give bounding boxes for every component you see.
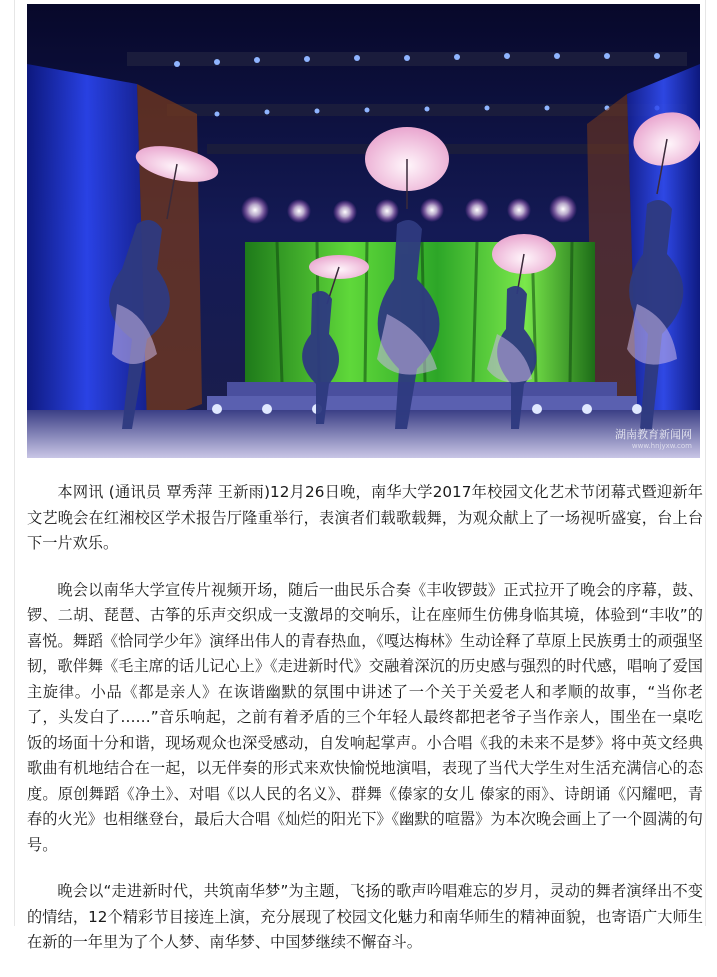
article-paragraph: 晚会以南华大学宣传片视频开场，随后一曲民乐合奏《丰收锣鼓》正式拉开了晚会的序幕，鼓、锣、二胡、琵琶、古筝的乐声交织成一支激昂的交响乐，让在座师生仿佛身临其境，体验到“丰收”的喜悦。舞蹈《恰同学少年》演绎出伟人的青春热血，《嘎达梅林》生动诠释了草原上民族勇士的顽强坚韧，歌伴舞《毛主席的话儿记心上》《走进新时代》交融着深沉的历史感与强烈的时代感，唱响了爱国主旋律。小品《都是亲人》在诙谐幽默的氛围中讲述了一个关于关爱老人和孝顺的故事，“当你老了，头发白了……”音乐响起，之前有着矛盾的三个年轻人最终都把老爷子当作亲人，围坐在一桌吃饭的场面十分和谐，现场观众也深受感动，自发响起掌声。小合唱《我的未来不是梦》将中英文经典歌曲有机地结合在一起，以无伴奏的形式来欢快愉悦地演唱，表现了当代大学生对生活充满信心的态度。原创舞蹈《净土》、对唱《以人民的名义》、群舞《傣家的女儿 傣家的雨》、诗朗诵《闪耀吧，青春的火光》也相继登台，最后大合唱《灿烂的阳光下》《幽默的喧嚣》为本次晚会画上了一个圆满的句号。 xyxy=(27,580,703,854)
article-paragraph: 本网讯 (通讯员 覃秀萍 王新雨)12月26日晚，南华大学2017年校园文化艺术节闭幕式暨迎新年文艺晚会在红湘校区学术报告厅隆重举行，表演者们载歌载舞，为观众献上了一场视听盛宴，台上台下一片欢乐。 xyxy=(27,483,703,552)
stage-photo xyxy=(27,4,700,458)
watermark-text: 湖南教育新闻网 xyxy=(615,428,692,441)
article-body xyxy=(27,480,703,977)
stage-photo-drawing xyxy=(27,4,700,458)
photo-watermark xyxy=(615,426,692,450)
article-paragraph: 晚会以“走进新时代，共筑南华梦”为主题，飞扬的歌声吟唱难忘的岁月，灵动的舞者演绎出不变的情结，12个精彩节目接连上演，充分展现了校园文化魅力和南华师生的精神面貌，也寄语广大师生在新的一年里为了个人梦、南华梦、中国梦继续不懈奋斗。 xyxy=(27,882,703,951)
watermark-url: www.hnjyxw.com xyxy=(631,442,692,450)
